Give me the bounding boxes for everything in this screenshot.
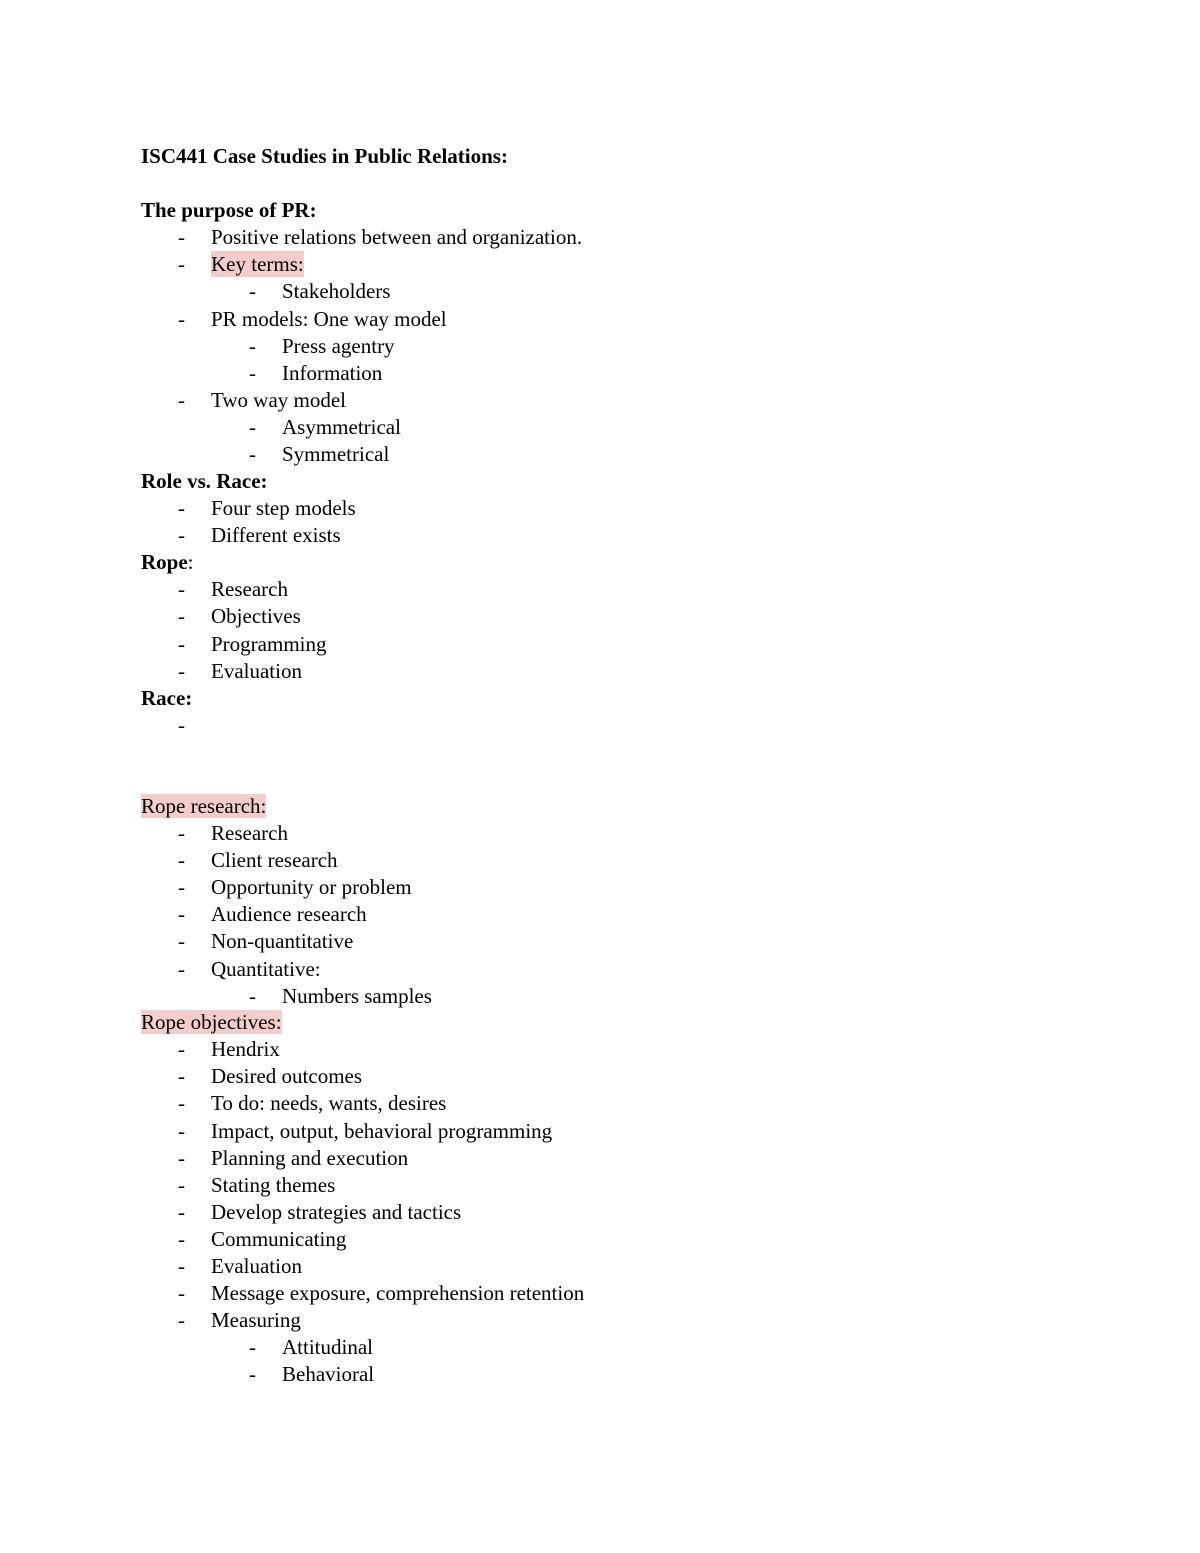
- bullet-dash: -: [249, 415, 256, 439]
- list-item-text: Stating themes: [211, 1173, 336, 1197]
- bullet-dash: -: [178, 1091, 185, 1115]
- list-item-text: Evaluation: [211, 1254, 302, 1278]
- bullet-dash: -: [249, 279, 256, 303]
- list-item-text: Two way model: [211, 388, 347, 412]
- bullet-dash: -: [178, 604, 185, 628]
- bullet-dash: -: [249, 442, 256, 466]
- bullet-dash: -: [178, 957, 185, 981]
- list-item-text: PR models: One way model: [211, 307, 447, 331]
- highlighted-text: Rope research:: [141, 794, 267, 818]
- list-item-text: Attitudinal: [282, 1335, 373, 1359]
- list-item-text: Different exists: [211, 523, 341, 547]
- list-item-text: Hendrix: [211, 1037, 280, 1061]
- list-item-text: Asymmetrical: [282, 415, 401, 439]
- highlighted-text: Key terms:: [211, 252, 304, 276]
- list-item-text: Numbers samples: [282, 984, 432, 1008]
- list-item-text: Client research: [211, 848, 338, 872]
- list-item-text: Planning and execution: [211, 1146, 409, 1170]
- section-heading-race: Race:: [141, 686, 193, 710]
- bullet-dash: -: [178, 659, 185, 683]
- list-item-text: Information: [282, 361, 383, 385]
- bullet-dash: -: [178, 1173, 185, 1197]
- list-item-text: Behavioral: [282, 1362, 375, 1386]
- bullet-dash: -: [178, 307, 185, 331]
- document-title: ISC441 Case Studies in Public Relations:: [141, 144, 508, 168]
- list-item-text: Impact, output, behavioral programming: [211, 1119, 553, 1143]
- list-item-text: Develop strategies and tactics: [211, 1200, 462, 1224]
- list-item-text: Measuring: [211, 1308, 301, 1332]
- bullet-dash: -: [178, 388, 185, 412]
- list-item-text: Non-quantitative: [211, 929, 354, 953]
- list-item-text: Objectives: [211, 604, 301, 628]
- bullet-dash: -: [178, 1308, 185, 1332]
- bullet-dash: -: [178, 902, 185, 926]
- bullet-dash: -: [178, 1119, 185, 1143]
- list-item-text: Four step models: [211, 496, 356, 520]
- section-heading-rope: [141, 549, 194, 575]
- list-item-text: Symmetrical: [282, 442, 390, 466]
- bullet-dash: -: [178, 1254, 185, 1278]
- list-item-text: Stakeholders: [282, 279, 391, 303]
- bullet-dash: -: [178, 1064, 185, 1088]
- section-heading-rope-objectives: [141, 1009, 282, 1035]
- bullet-dash: -: [178, 523, 185, 547]
- list-item-text: Audience research: [211, 902, 367, 926]
- bullet-dash: -: [249, 1362, 256, 1386]
- bullet-dash: -: [178, 1227, 185, 1251]
- list-item-text: Evaluation: [211, 659, 302, 683]
- list-item-text: Quantitative:: [211, 957, 321, 981]
- list-item-text: Opportunity or problem: [211, 875, 412, 899]
- list-item-text: Research: [211, 821, 288, 845]
- bullet-dash: -: [249, 334, 256, 358]
- bullet-dash: -: [178, 1146, 185, 1170]
- list-item-text: To do: needs, wants, desires: [211, 1091, 447, 1115]
- heading-colon: :: [187, 550, 194, 574]
- bullet-dash: -: [249, 984, 256, 1008]
- bullet-dash: -: [178, 225, 185, 249]
- bullet-dash: -: [178, 713, 185, 737]
- bullet-dash: -: [178, 875, 185, 899]
- bullet-dash: -: [178, 496, 185, 520]
- list-item-text: Positive relations between and organization.: [211, 225, 583, 249]
- heading-text: Rope: [141, 550, 188, 574]
- list-item-text: Message exposure, comprehension retention: [211, 1281, 585, 1305]
- list-item-text: Communicating: [211, 1227, 347, 1251]
- section-heading-rope-research: [141, 793, 266, 819]
- section-heading-purpose: The purpose of PR:: [141, 198, 317, 222]
- highlighted-text: Rope objectives:: [141, 1010, 282, 1034]
- list-item-text: Programming: [211, 632, 327, 656]
- list-item-text: Desired outcomes: [211, 1064, 363, 1088]
- list-item-text: Research: [211, 577, 288, 601]
- bullet-dash: -: [178, 252, 185, 276]
- bullet-dash: -: [249, 361, 256, 385]
- bullet-dash: -: [249, 1335, 256, 1359]
- bullet-dash: -: [178, 929, 185, 953]
- bullet-dash: -: [178, 848, 185, 872]
- bullet-dash: -: [178, 1037, 185, 1061]
- bullet-dash: -: [178, 632, 185, 656]
- bullet-dash: -: [178, 821, 185, 845]
- bullet-dash: -: [178, 577, 185, 601]
- section-heading-role-vs-race: Role vs. Race:: [141, 469, 268, 493]
- bullet-dash: -: [178, 1200, 185, 1224]
- list-item-text: Press agentry: [282, 334, 395, 358]
- bullet-dash: -: [178, 1281, 185, 1305]
